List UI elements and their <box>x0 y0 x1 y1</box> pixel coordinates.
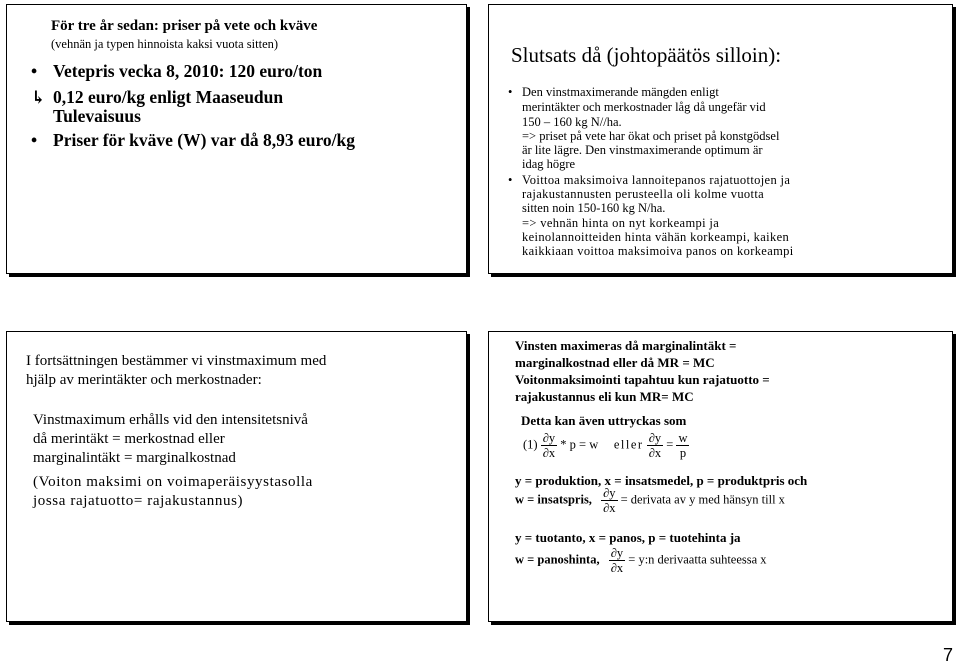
text-line: 150 – 160 kg N//ha. <box>522 115 622 129</box>
text-line: Detta kan även uttryckas som <box>521 413 687 428</box>
slide-title: För tre år sedan: priser på vete och kväve <box>51 18 318 34</box>
paragraph-line: då merintäkt = merkostnad eller <box>33 431 225 447</box>
bullet-item: • Vetepris vecka 8, 2010: 120 euro/ton <box>31 61 323 81</box>
fraction: $\frac{w}{p}$ <box>678 431 688 460</box>
text-line: y = tuotanto, x = panos, p = tuotehinta ja <box>515 530 741 545</box>
paragraph-line: I fortsättningen bestämmer vi vinstmaximum med <box>26 353 327 369</box>
page-number: 7 <box>942 645 953 665</box>
slide-marginal-formula <box>488 331 953 622</box>
slide-title: Slutsats då (johtopäätös silloin): <box>511 43 782 67</box>
slide-prices <box>6 4 467 274</box>
bullet-icon: • <box>31 61 38 81</box>
arrow-bullet-icon: ↳ <box>31 87 46 107</box>
paragraph-line: hjälp av merintäkter och merkostnader: <box>26 372 262 388</box>
fraction: $\frac{\partial y}{\partial x}$ <box>648 431 662 460</box>
text-line: marginalkostnad eller då MR = MC <box>515 355 715 370</box>
definition-line: w = panoshinta, $\frac{\partial y}{\partial x}$ = y:n derivaatta suhteessa x <box>515 546 767 575</box>
fraction: $\frac{\partial y}{\partial x}$ <box>542 431 556 460</box>
text-line: Vinsten maximeras då marginalintäkt = <box>515 338 737 353</box>
equation-text: eller <box>613 437 644 452</box>
equation-text: * p = w <box>560 437 599 452</box>
paragraph-line: jossa rajatuotto= rajakustannus) <box>33 493 244 509</box>
paragraph-line: marginalintäkt = marginalkostnad <box>33 450 236 466</box>
bullet-icon: • <box>31 130 38 150</box>
definition-line: w = insatspris, $\frac{\partial y}{\partial x}$ = derivata av y med hänsyn till x <box>515 486 785 515</box>
bullet-item: Tulevaisuus <box>53 106 141 126</box>
equation <box>523 431 689 460</box>
text-line: sitten noin 150-160 kg N/ha. <box>522 201 666 215</box>
text-line: • Den vinstmaximerande mängden enligt <box>508 85 719 99</box>
text-line: merintäkter och merkostnader låg då ungefär vid <box>522 100 766 114</box>
text-line: y = produktion, x = insatsmedel, p = produktpris och <box>515 473 808 488</box>
text-line: rajakustannus eli kun MR= MC <box>515 389 694 404</box>
bullet-item: • Priser för kväve (W) var då 8,93 euro/kg <box>31 130 356 150</box>
slide-marginal-intro <box>6 331 467 622</box>
slide-conclusion <box>488 4 953 274</box>
text-line: är lite lägre. Den vinstmaximerande optimum är <box>522 143 763 157</box>
text-line: rajakustannusten perusteella oli kolme vuotta <box>522 187 765 201</box>
text-line: keinolannoitteiden hinta vähän korkeampi, kaiken <box>522 230 790 244</box>
paragraph-line: Vinstmaximum erhålls vid den intensitetsnivå <box>33 412 308 428</box>
text-line: Voitonmaksimointi tapahtuu kun rajatuotto = <box>515 372 770 387</box>
bullet-item: ↳ 0,12 euro/kg enligt Maaseudun <box>31 87 284 107</box>
text-line: kaikkiaan voittoa maksimoiva panos on korkeampi <box>522 244 794 258</box>
slide-subtitle: (vehnän ja typen hinnoista kaksi vuota sitten) <box>51 37 279 51</box>
equation-number: (1) <box>523 437 538 452</box>
text-line: idag högre <box>522 157 576 171</box>
text-line: => vehnän hinta on nyt korkeampi ja <box>522 216 720 230</box>
equation-text: = <box>666 437 674 452</box>
text-line: • Voittoa maksimoiva lannoitepanos rajatuottojen ja <box>508 173 791 187</box>
text-line: => priset på vete har ökat och priset på konstgödsel <box>522 129 780 143</box>
paragraph-line: (Voiton maksimi on voimaperäisyystasolla <box>33 474 313 490</box>
